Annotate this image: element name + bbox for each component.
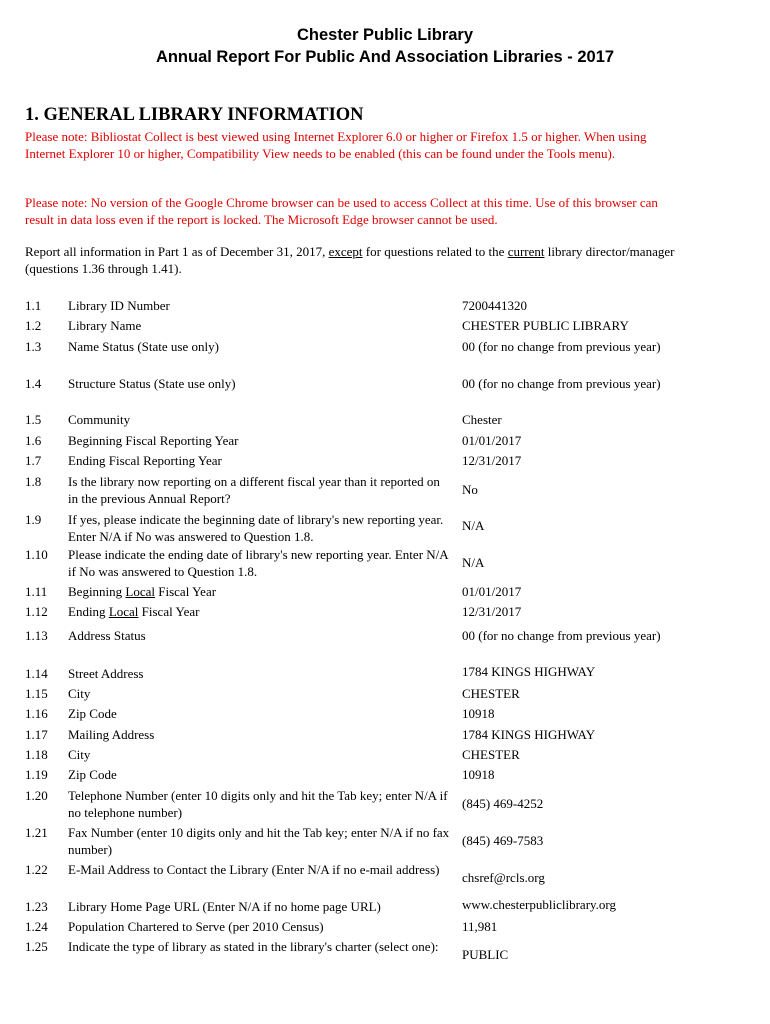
item-number: 1.3 — [25, 339, 42, 354]
item-answer: N/A — [462, 518, 485, 533]
item-number: 1.25 — [25, 939, 48, 954]
item-question: Zip Code — [68, 767, 117, 782]
item-question: Please indicate the ending date of library's new reporting year. Enter N/A if No was answered to Question 1.8. — [68, 547, 448, 579]
item-number: 1.22 — [25, 862, 48, 877]
item-number: 1.16 — [25, 706, 48, 721]
item-answer: 10918 — [462, 706, 495, 721]
item-answer: 00 (for no change from previous year) — [462, 628, 661, 643]
item-number: 1.20 — [25, 788, 48, 803]
item-number: 1.1 — [25, 298, 42, 313]
item-question: Ending Fiscal Reporting Year — [68, 453, 222, 468]
item-question: If yes, please indicate the beginning date of library's new reporting year. Enter N/A if No was answered to Question 1.8. — [68, 512, 444, 544]
item-number: 1.19 — [25, 767, 48, 782]
item-number: 1.9 — [25, 512, 42, 527]
item-answer: Chester — [462, 412, 502, 427]
item-question: Structure Status (State use only) — [68, 376, 236, 391]
item-question: Population Chartered to Serve (per 2010 Census) — [68, 919, 324, 934]
item-number: 1.5 — [25, 412, 42, 427]
section-heading: 1. GENERAL LIBRARY INFORMATION — [25, 105, 364, 125]
item-question: E-Mail Address to Contact the Library (Enter N/A if no e-mail address) — [68, 862, 440, 877]
item-number: 1.18 — [25, 747, 48, 762]
item-question: Beginning Fiscal Reporting Year — [68, 433, 239, 448]
item-answer: CHESTER — [462, 686, 520, 701]
item-number: 1.11 — [25, 584, 48, 599]
item-question: Community — [68, 412, 131, 427]
item-number: 1.6 — [25, 433, 42, 448]
item-answer: CHESTER PUBLIC LIBRARY — [462, 318, 629, 333]
item-number: 1.24 — [25, 919, 48, 934]
item-question: Beginning Local Fiscal Year — [68, 584, 217, 599]
intro-except: except — [328, 244, 363, 259]
item-question: Street Address — [68, 666, 144, 681]
item-answer: No — [462, 482, 478, 497]
item-answer: 10918 — [462, 767, 495, 782]
item-answer: 00 (for no change from previous year) — [462, 376, 661, 391]
report-title-library: Chester Public Library — [296, 26, 474, 44]
item-number: 1.23 — [25, 899, 48, 914]
item-number: 1.15 — [25, 686, 48, 701]
item-answer: www.chesterpubliclibrary.org — [462, 897, 617, 912]
item-answer: N/A — [462, 555, 485, 570]
item-answer: (845) 469-7583 — [462, 833, 544, 848]
item-answer: 1784 KINGS HIGHWAY — [462, 727, 596, 742]
item-question: Is the library now reporting on a different fiscal year than it reported on in the previous Annual Report? — [68, 474, 440, 506]
item-number: 1.13 — [25, 628, 48, 643]
item-question: Fax Number (enter 10 digits only and hit the Tab key; enter N/A if no fax number) — [68, 825, 450, 857]
item-number: 1.2 — [25, 318, 42, 333]
item-question: Zip Code — [68, 706, 117, 721]
item-answer: CHESTER — [462, 747, 520, 762]
intro-current: current — [507, 244, 545, 259]
item-answer: 01/01/2017 — [462, 433, 522, 448]
item-number: 1.12 — [25, 604, 48, 619]
item-number: 1.14 — [25, 666, 48, 681]
browser-note-1: Please note: Bibliostat Collect is best viewed using Internet Explorer 6.0 or higher or Firefox 1.5 or higher. When using Internet Explorer 10 or higher, Compatibility View needs to be enabled (this can be found under the Tools menu). — [25, 129, 647, 161]
browser-note-2: Please note: No version of the Google Chrome browser can be used to access Collect at this time. Use of this browser can result in data loss even if the report is locked. The Microsoft Edge browser cannot be used. — [25, 195, 658, 227]
item-answer: chsref@rcls.org — [462, 870, 545, 885]
intro-part1: Report all information in Part 1 as of December 31, 2017, — [25, 244, 329, 259]
item-number: 1.4 — [25, 376, 42, 391]
intro-paragraph — [25, 243, 685, 277]
item-answer: 01/01/2017 — [462, 584, 522, 599]
item-answer: 7200441320 — [462, 298, 527, 313]
item-answer: (845) 469-4252 — [462, 796, 544, 811]
intro-part2: for questions related to the — [362, 244, 508, 259]
intro-part3: library director/manager (questions 1.36 through 1.41). — [25, 244, 675, 276]
item-question: Mailing Address — [68, 727, 155, 742]
item-number: 1.7 — [25, 453, 42, 468]
item-question: Library Home Page URL (Enter N/A if no home page URL) — [68, 899, 381, 914]
item-number: 1.10 — [25, 547, 48, 562]
item-question: City — [68, 686, 91, 701]
item-question: Library Name — [68, 318, 142, 333]
item-answer: 1784 KINGS HIGHWAY — [462, 664, 596, 679]
item-number: 1.8 — [25, 474, 42, 489]
item-question: Address Status — [68, 628, 146, 643]
item-answer: 11,981 — [462, 919, 498, 934]
item-question: Ending Local Fiscal Year — [68, 604, 200, 619]
item-question: Name Status (State use only) — [68, 339, 219, 354]
item-answer: 12/31/2017 — [462, 604, 522, 619]
report-title-annual: Annual Report For Public And Association Libraries - 2017 — [155, 48, 615, 66]
item-answer: 12/31/2017 — [462, 453, 522, 468]
item-number: 1.21 — [25, 825, 48, 840]
item-answer: PUBLIC — [462, 947, 509, 962]
item-number: 1.17 — [25, 727, 48, 742]
item-answer: 00 (for no change from previous year) — [462, 339, 661, 354]
item-question: Library ID Number — [68, 298, 170, 313]
item-question: Indicate the type of library as stated in the library's charter (select one): — [68, 939, 439, 954]
item-question: Telephone Number (enter 10 digits only and hit the Tab key; enter N/A if no telephone number) — [68, 788, 448, 820]
item-question: City — [68, 747, 91, 762]
